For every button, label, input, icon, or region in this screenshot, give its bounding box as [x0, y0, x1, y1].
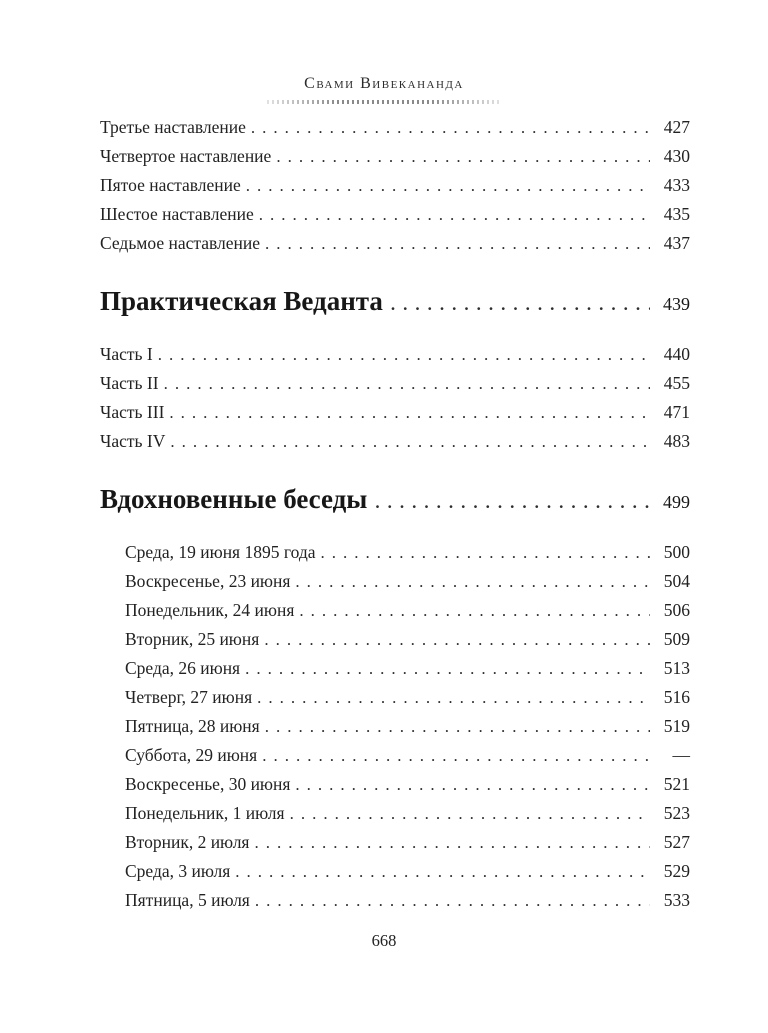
toc-entry: [100, 542, 690, 571]
toc-entry: [100, 402, 690, 431]
dot-leader: [246, 175, 650, 196]
toc-entry-page: 523: [663, 803, 690, 823]
dot-leader: [391, 286, 650, 317]
toc-entry-page: 504: [663, 571, 690, 591]
dot-leader: [264, 629, 650, 650]
toc-entry: [100, 716, 690, 745]
toc-entry-label: Понедельник, 24 июня: [125, 600, 295, 620]
toc-entry: [100, 687, 690, 716]
dot-leader: [170, 431, 650, 452]
toc-entry-label: Вторник, 2 июля: [125, 832, 250, 852]
dot-leader: [265, 716, 650, 737]
toc-entry-label: Шестое наставление: [100, 204, 254, 224]
toc-entry-label: Пятое наставление: [100, 175, 241, 195]
dot-leader: [251, 117, 650, 138]
toc-entry: [100, 146, 690, 175]
toc-entry-page: 521: [663, 774, 690, 794]
toc-entry-page: 513: [663, 658, 690, 678]
dot-leader: [164, 373, 650, 394]
toc-entry-label: Пятница, 5 июля: [125, 890, 250, 910]
toc-heading-label: Вдохновенные беседы: [100, 484, 368, 514]
dot-leader: [262, 745, 650, 766]
toc-heading-label: Практическая Веданта: [100, 286, 383, 316]
dot-leader: [169, 402, 650, 423]
dot-leader: [235, 861, 650, 882]
toc-entry: [100, 204, 690, 233]
toc-entry-label: Часть III: [100, 402, 165, 422]
toc-entry-page: 430: [663, 146, 690, 166]
dot-leader: [295, 774, 650, 795]
toc-entry: [100, 745, 690, 774]
toc-entry: [100, 629, 690, 658]
dot-leader: [276, 146, 650, 167]
toc-entry: [100, 571, 690, 600]
footer-page-number: 668: [371, 931, 397, 950]
toc-entry: [100, 803, 690, 832]
toc-entry-page: 435: [663, 204, 690, 224]
toc-entry-page: 509: [663, 629, 690, 649]
running-header: Свами Вивекананда: [304, 75, 464, 92]
dot-leader: [375, 484, 650, 515]
toc-heading-page: 439: [663, 294, 690, 314]
toc-entry-page: 500: [663, 542, 690, 562]
toc-entry-label: Среда, 3 июля: [125, 861, 231, 881]
toc-entry-page: 506: [663, 600, 690, 620]
toc-entry-label: Понедельник, 1 июля: [125, 803, 285, 823]
toc-entry: [100, 117, 690, 146]
dot-leader: [255, 890, 650, 911]
toc-entry-label: Третье наставление: [100, 117, 246, 137]
header-rule-divider: [267, 100, 501, 104]
toc-entry-page: 533: [663, 890, 690, 910]
toc-entry-page: 440: [663, 344, 690, 364]
toc-entry-label: Вторник, 25 июня: [125, 629, 260, 649]
toc-entry: [100, 774, 690, 803]
toc-entry: [100, 832, 690, 861]
dot-leader: [295, 571, 650, 592]
dot-leader: [158, 344, 650, 365]
toc-entry-label: Четверг, 27 июня: [125, 687, 253, 707]
toc-entry: [100, 861, 690, 890]
toc-group: [100, 117, 690, 262]
toc-entry: [100, 658, 690, 687]
toc-entry-label: Часть I: [100, 344, 153, 364]
toc-entry-page: 516: [663, 687, 690, 707]
toc-entry: [100, 344, 690, 373]
toc-group: [100, 542, 690, 919]
toc: [100, 117, 690, 919]
toc-entry-page: 527: [663, 832, 690, 852]
toc-entry-label: Воскресенье, 23 июня: [125, 571, 291, 591]
toc-entry-page: 427: [663, 117, 690, 137]
toc-entry: [100, 600, 690, 629]
toc-entry-label: Среда, 19 июня 1895 года: [125, 542, 316, 562]
toc-heading-page: 499: [663, 492, 690, 512]
dot-leader: [254, 832, 650, 853]
toc-entry-page: 529: [663, 861, 690, 881]
toc-entry: [100, 175, 690, 204]
toc-entry: [100, 373, 690, 402]
dot-leader: [265, 233, 650, 254]
toc-entry-page: 433: [663, 175, 690, 195]
toc-entry-page: 471: [663, 402, 690, 422]
toc-entry-label: Седьмое наставление: [100, 233, 261, 253]
dot-leader: [257, 687, 650, 708]
toc-entry-label: Четвертое наставление: [100, 146, 272, 166]
toc-entry: [100, 890, 690, 919]
toc-heading: [100, 286, 690, 326]
dot-leader: [259, 204, 650, 225]
toc-entry-label: Часть IV: [100, 431, 166, 451]
toc-entry-label: Суббота, 29 июня: [125, 745, 258, 765]
toc-entry-page: 483: [663, 431, 690, 451]
toc-entry-label: Часть II: [100, 373, 159, 393]
dot-leader: [245, 658, 650, 679]
toc-entry-page: 455: [663, 373, 690, 393]
toc-entry-page: —: [672, 745, 690, 765]
dot-leader: [299, 600, 650, 621]
toc-entry-label: Пятница, 28 июня: [125, 716, 260, 736]
dot-leader: [321, 542, 650, 563]
toc-entry-page: 519: [663, 716, 690, 736]
toc-entry-page: 437: [663, 233, 690, 253]
dot-leader: [290, 803, 650, 824]
toc-group: [100, 344, 690, 460]
toc-entry: [100, 233, 690, 262]
toc-heading: [100, 484, 690, 524]
toc-entry-label: Среда, 26 июня: [125, 658, 241, 678]
toc-entry: [100, 431, 690, 460]
toc-entry-label: Воскресенье, 30 июня: [125, 774, 291, 794]
